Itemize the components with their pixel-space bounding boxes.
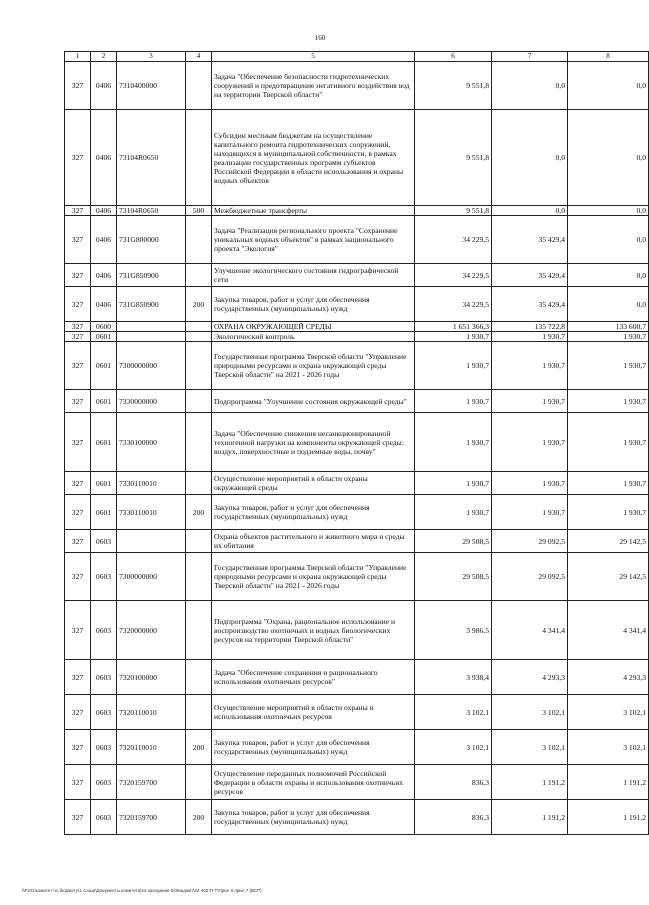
- cell-description: Улучшение экологического состояния гидрографической сети: [212, 264, 415, 287]
- cell-expense-type: [186, 322, 212, 332]
- cell-amount-2024: 3 102,1: [415, 695, 492, 730]
- cell-target-article: 7320110010: [117, 695, 186, 730]
- cell-amount-2026: 1 191,2: [568, 800, 649, 835]
- cell-owner-code: 327: [65, 342, 91, 390]
- cell-amount-2024: 1 930,7: [415, 472, 492, 495]
- cell-amount-2025: 1 191,2: [492, 800, 568, 835]
- file-path-footer: \\Fs01\комитет по бюджету\1 созыв\Документы комитета\24 заседание 04\Бюджет\24 460-П-Т\Прил 6 прил 7 (ВСР): [22, 888, 262, 893]
- cell-description: Задача "Обеспечение сохранения и рационального использования охотничьих ресурсов": [212, 660, 415, 695]
- table-row: [65, 695, 649, 730]
- cell-amount-2025: 135 722,8: [492, 322, 568, 332]
- cell-amount-2026: 29 142,5: [568, 530, 649, 553]
- cell-description: Осуществление переданных полномочий Российской Федерации в области охраны и использования охотничьих ресурсов: [212, 765, 415, 800]
- table-row: [65, 472, 649, 495]
- cell-amount-2026: 1 930,7: [568, 472, 649, 495]
- cell-description: Экологический контроль: [212, 332, 415, 342]
- cell-target-article: 7320000000: [117, 601, 186, 660]
- cell-section-code: 0406: [91, 264, 117, 287]
- cell-amount-2026: 0,0: [568, 110, 649, 206]
- table-row: [65, 342, 649, 390]
- cell-amount-2026: 29 142,5: [568, 553, 649, 601]
- cell-expense-type: 200: [186, 495, 212, 530]
- cell-amount-2025: 3 102,1: [492, 730, 568, 765]
- cell-expense-type: [186, 264, 212, 287]
- column-header-6: 6: [415, 52, 492, 62]
- cell-description: Субсидии местным бюджетам на осуществление капитального ремонта гидротехнических сооружений, находящихся в муниципальной собственности, в рамках реализации государственных программ субъектов Российской Федерации в области использования и охраны водных объектов: [212, 110, 415, 206]
- table-row: [65, 206, 649, 216]
- cell-amount-2026: 0,0: [568, 216, 649, 264]
- cell-amount-2024: 1 930,7: [415, 342, 492, 390]
- cell-section-code: 0603: [91, 730, 117, 765]
- table-body: [65, 62, 649, 835]
- cell-owner-code: 327: [65, 495, 91, 530]
- cell-amount-2026: 0,0: [568, 287, 649, 322]
- cell-owner-code: 327: [65, 530, 91, 553]
- column-header-7: 7: [492, 52, 568, 62]
- cell-amount-2026: 1 930,7: [568, 342, 649, 390]
- cell-amount-2026: 3 102,1: [568, 730, 649, 765]
- cell-amount-2026: 0,0: [568, 264, 649, 287]
- table-row: [65, 287, 649, 322]
- cell-target-article: 7300000000: [117, 342, 186, 390]
- cell-expense-type: 500: [186, 206, 212, 216]
- cell-section-code: 0603: [91, 601, 117, 660]
- cell-owner-code: 327: [65, 322, 91, 332]
- cell-amount-2025: 1 930,7: [492, 342, 568, 390]
- cell-amount-2025: 0,0: [492, 206, 568, 216]
- cell-owner-code: 327: [65, 730, 91, 765]
- cell-amount-2024: 9 551,8: [415, 62, 492, 110]
- cell-amount-2025: 1 930,7: [492, 495, 568, 530]
- table-row: [65, 110, 649, 206]
- cell-target-article: 731G850900: [117, 264, 186, 287]
- cell-amount-2025: 0,0: [492, 110, 568, 206]
- cell-target-article: 73104R0650: [117, 110, 186, 206]
- column-header-5: 5: [212, 52, 415, 62]
- page-number: 160: [314, 34, 326, 42]
- cell-section-code: 0601: [91, 413, 117, 472]
- cell-description: Закупка товаров, работ и услуг для обеспечения государственных (муниципальных) нужд: [212, 495, 415, 530]
- cell-section-code: 0603: [91, 553, 117, 601]
- cell-amount-2024: 836,3: [415, 800, 492, 835]
- cell-amount-2024: 1 651 366,3: [415, 322, 492, 332]
- cell-section-code: 0601: [91, 332, 117, 342]
- cell-section-code: 0406: [91, 287, 117, 322]
- cell-amount-2025: 1 930,7: [492, 413, 568, 472]
- table-row: [65, 322, 649, 332]
- table-row: [65, 660, 649, 695]
- cell-amount-2026: 3 102,1: [568, 695, 649, 730]
- budget-table: [64, 51, 649, 835]
- table-header-row: [65, 52, 649, 62]
- cell-amount-2025: 35 429,4: [492, 216, 568, 264]
- cell-description: Осуществление мероприятий в области охраны окружающей среды: [212, 472, 415, 495]
- cell-expense-type: [186, 342, 212, 390]
- cell-amount-2025: 4 293,3: [492, 660, 568, 695]
- cell-description: Межбюджетные трансферты: [212, 206, 415, 216]
- cell-expense-type: [186, 553, 212, 601]
- cell-amount-2025: 29 092,5: [492, 530, 568, 553]
- cell-target-article: [117, 332, 186, 342]
- table-row: [65, 730, 649, 765]
- column-header-2: 2: [91, 52, 117, 62]
- cell-amount-2026: 4 341,4: [568, 601, 649, 660]
- cell-amount-2024: 836,3: [415, 765, 492, 800]
- cell-target-article: 731G850900: [117, 287, 186, 322]
- cell-amount-2024: 1 930,7: [415, 413, 492, 472]
- cell-expense-type: 200: [186, 800, 212, 835]
- cell-target-article: 73104R0650: [117, 206, 186, 216]
- cell-description: Подпрограмма "Улучшение состояния окружающей среды": [212, 390, 415, 413]
- cell-description: Закупка товаров, работ и услуг для обеспечения государственных (муниципальных) нужд: [212, 800, 415, 835]
- cell-description: Подпрограмма "Охрана, рациональное использование и воспроизводство охотничьих и водных биологических ресурсов на территории Тверской области": [212, 601, 415, 660]
- cell-expense-type: [186, 695, 212, 730]
- cell-amount-2025: 1 930,7: [492, 472, 568, 495]
- cell-description: Задача "Реализация регионального проекта "Сохранение уникальных водных объектов" в рамках национального проекта "Экология": [212, 216, 415, 264]
- table-row: [65, 601, 649, 660]
- table-row: [65, 495, 649, 530]
- cell-expense-type: [186, 110, 212, 206]
- cell-amount-2026: 0,0: [568, 206, 649, 216]
- cell-amount-2024: 3 938,4: [415, 660, 492, 695]
- cell-amount-2025: 1 191,2: [492, 765, 568, 800]
- cell-amount-2025: 1 930,7: [492, 390, 568, 413]
- column-header-4: 4: [186, 52, 212, 62]
- cell-section-code: 0406: [91, 216, 117, 264]
- cell-amount-2024: 1 930,7: [415, 332, 492, 342]
- cell-expense-type: [186, 530, 212, 553]
- cell-expense-type: [186, 765, 212, 800]
- cell-amount-2024: 3 986,5: [415, 601, 492, 660]
- cell-owner-code: 327: [65, 601, 91, 660]
- cell-amount-2025: 1 930,7: [492, 332, 568, 342]
- cell-amount-2026: 1 930,7: [568, 390, 649, 413]
- column-header-1: 1: [65, 52, 91, 62]
- cell-owner-code: 327: [65, 390, 91, 413]
- table-row: [65, 765, 649, 800]
- cell-amount-2026: 1 191,2: [568, 765, 649, 800]
- cell-description: Осуществление мероприятий в области охраны и использования охотничьих ресурсов: [212, 695, 415, 730]
- cell-amount-2026: 1 930,7: [568, 413, 649, 472]
- cell-amount-2024: 9 551,8: [415, 206, 492, 216]
- cell-section-code: 0603: [91, 800, 117, 835]
- cell-target-article: 7320110010: [117, 730, 186, 765]
- table-row: [65, 553, 649, 601]
- cell-amount-2025: 35 429,4: [492, 264, 568, 287]
- cell-section-code: 0603: [91, 765, 117, 800]
- cell-amount-2024: 3 102,1: [415, 730, 492, 765]
- cell-amount-2026: 1 930,7: [568, 495, 649, 530]
- table-row: [65, 62, 649, 110]
- cell-amount-2024: 29 508,5: [415, 530, 492, 553]
- cell-target-article: 7330100000: [117, 413, 186, 472]
- cell-target-article: 7310400000: [117, 62, 186, 110]
- cell-owner-code: 327: [65, 332, 91, 342]
- cell-owner-code: 327: [65, 765, 91, 800]
- cell-owner-code: 327: [65, 660, 91, 695]
- cell-owner-code: 327: [65, 110, 91, 206]
- cell-description: Охрана объектов растительного и животного мира и среды их обитания: [212, 530, 415, 553]
- cell-amount-2024: 1 930,7: [415, 495, 492, 530]
- cell-owner-code: 327: [65, 413, 91, 472]
- cell-target-article: 7330000000: [117, 390, 186, 413]
- cell-expense-type: [186, 332, 212, 342]
- table-row: [65, 216, 649, 264]
- cell-section-code: 0603: [91, 660, 117, 695]
- cell-section-code: 0406: [91, 206, 117, 216]
- cell-target-article: 7320159700: [117, 765, 186, 800]
- table-row: [65, 332, 649, 342]
- cell-amount-2024: 34 229,5: [415, 287, 492, 322]
- table-row: [65, 530, 649, 553]
- cell-target-article: 7330110010: [117, 495, 186, 530]
- cell-owner-code: 327: [65, 62, 91, 110]
- cell-target-article: 7320100000: [117, 660, 186, 695]
- table-row: [65, 413, 649, 472]
- cell-expense-type: [186, 216, 212, 264]
- cell-section-code: 0601: [91, 342, 117, 390]
- cell-target-article: 731G800000: [117, 216, 186, 264]
- cell-target-article: [117, 322, 186, 332]
- cell-expense-type: [186, 472, 212, 495]
- cell-description: Задача "Обеспечение безопасности гидротехнических сооружений и предотвращение негативного воздействия вод на территории Тверской области": [212, 62, 415, 110]
- cell-section-code: 0601: [91, 390, 117, 413]
- column-header-3: 3: [117, 52, 186, 62]
- cell-owner-code: 327: [65, 553, 91, 601]
- cell-amount-2026: 1 930,7: [568, 332, 649, 342]
- cell-section-code: 0603: [91, 695, 117, 730]
- cell-owner-code: 327: [65, 472, 91, 495]
- cell-amount-2026: 0,0: [568, 62, 649, 110]
- cell-expense-type: [186, 390, 212, 413]
- cell-section-code: 0601: [91, 472, 117, 495]
- cell-amount-2024: 34 229,5: [415, 264, 492, 287]
- cell-section-code: 0406: [91, 110, 117, 206]
- cell-expense-type: 200: [186, 730, 212, 765]
- cell-amount-2024: 34 229,5: [415, 216, 492, 264]
- cell-expense-type: 200: [186, 287, 212, 322]
- cell-section-code: 0603: [91, 530, 117, 553]
- cell-target-article: 7330110010: [117, 472, 186, 495]
- cell-owner-code: 327: [65, 216, 91, 264]
- cell-expense-type: [186, 660, 212, 695]
- cell-amount-2026: 4 293,3: [568, 660, 649, 695]
- cell-target-article: [117, 530, 186, 553]
- cell-amount-2024: 29 508,5: [415, 553, 492, 601]
- cell-amount-2025: 4 341,4: [492, 601, 568, 660]
- cell-expense-type: [186, 413, 212, 472]
- cell-target-article: 7320159700: [117, 800, 186, 835]
- column-header-8: 8: [568, 52, 649, 62]
- cell-owner-code: 327: [65, 264, 91, 287]
- cell-amount-2025: 3 102,1: [492, 695, 568, 730]
- cell-amount-2025: 29 092,5: [492, 553, 568, 601]
- cell-owner-code: 327: [65, 800, 91, 835]
- cell-description: Закупка товаров, работ и услуг для обеспечения государственных (муниципальных) нужд: [212, 730, 415, 765]
- table-row: [65, 390, 649, 413]
- cell-amount-2024: 1 930,7: [415, 390, 492, 413]
- cell-owner-code: 327: [65, 695, 91, 730]
- cell-section-code: 0601: [91, 495, 117, 530]
- cell-expense-type: [186, 62, 212, 110]
- cell-expense-type: [186, 601, 212, 660]
- cell-amount-2025: 35 429,4: [492, 287, 568, 322]
- cell-description: Задача "Обеспечение снижения несанкционированной техногенной нагрузки на компоненты окружающей среды: воздух, поверхностные и подземные воды, почву": [212, 413, 415, 472]
- cell-owner-code: 327: [65, 287, 91, 322]
- table-row: [65, 800, 649, 835]
- cell-description: Закупка товаров, работ и услуг для обеспечения государственных (муниципальных) нужд: [212, 287, 415, 322]
- cell-description: Государственная программа Тверской области "Управление природными ресурсами и охрана окружающей среды Тверской области" на 2021 - 2026 годы: [212, 342, 415, 390]
- cell-owner-code: 327: [65, 206, 91, 216]
- cell-amount-2025: 0,0: [492, 62, 568, 110]
- cell-section-code: 0406: [91, 62, 117, 110]
- table-row: [65, 264, 649, 287]
- cell-section-code: 0600: [91, 322, 117, 332]
- cell-amount-2024: 9 551,8: [415, 110, 492, 206]
- cell-description: Государственная программа Тверской области "Управление природными ресурсами и охрана окружающей среды Тверской области" на 2021 - 2026 годы: [212, 553, 415, 601]
- cell-amount-2026: 133 600,7: [568, 322, 649, 332]
- cell-description: ОХРАНА ОКРУЖАЮЩЕЙ СРЕДЫ: [212, 322, 415, 332]
- cell-target-article: 7300000000: [117, 553, 186, 601]
